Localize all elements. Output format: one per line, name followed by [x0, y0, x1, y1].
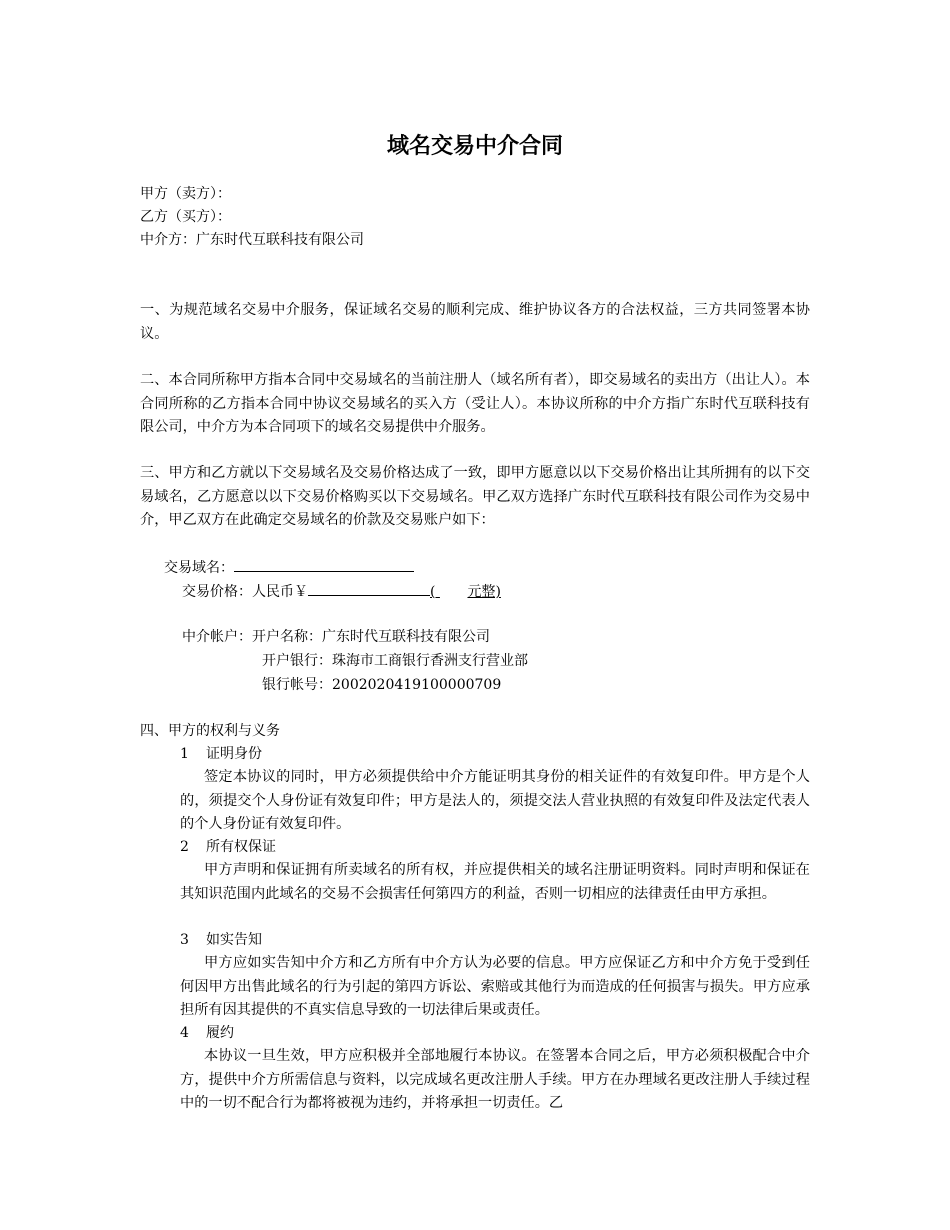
account-name: 开户名称：广东时代互联科技有限公司	[252, 629, 490, 645]
clause-3: 三、甲方和乙方就以下交易域名及交易价格达成了一致，即甲方愿意以以下交易价格出让其所拥有的以下交易域名，乙方愿意以以下交易价格购买以下交易域名。甲乙双方选择广东时代互联科技有限公司作为交易中介，甲乙双方在此确定交易域名的价款及交易账户如下：	[140, 465, 810, 528]
party-a-line: 甲方（卖方）：	[140, 186, 231, 202]
item-2-title-row	[180, 836, 860, 859]
price-suffix-gap	[435, 581, 467, 604]
item-3-text: 甲方应如实告知中介方和乙方所有中介方认为必要的信息。甲方应保证乙方和中介方免于受到任何因甲方出售此域名的行为引起的第四方诉讼、索赔或其他行为而造成的任何损害与损失。甲方应承担所有因其提供的不真实信息导致的一切法律后果或责任。	[180, 955, 810, 1018]
item-3-number: 3	[180, 932, 189, 948]
item-4-number: 4	[180, 1025, 189, 1041]
item-1-text: 签定本协议的同时，甲方必须提供给中介方能证明其身份的相关证件的有效复印件。甲方是个人的，须提交个人身份证有效复印件；甲方是法人的，须提交法人营业执照的有效复印件及法定代表人的个人身份证有效复印件。	[180, 769, 810, 832]
item-4-title: 履约	[206, 1025, 234, 1041]
item-4-text: 本协议一旦生效，甲方应积极并全部地履行本协议。在签署本合同之后，甲方必须积极配合中介方，提供中介方所需信息与资料，以完成域名更改注册人手续。甲方在办理域名更改注册人手续过程中的一切不配合行为都将被视为违约，并将承担一切责任。乙	[180, 1048, 810, 1111]
item-4-body	[180, 1045, 810, 1116]
domain-label: 交易域名：	[164, 560, 234, 576]
clause-2: 二、本合同所称甲方指本合同中交易域名的当前注册人（域名所有者），即交易域名的卖出方（出让人）。本合同所称的乙方指本合同中协议交易域名的买入方（受让人）。本协议所称的中介方指广东时代互联科技有限公司，中介方为本合同项下的域名交易提供中介服务。	[140, 372, 810, 435]
item-1-title-row	[180, 743, 860, 766]
price-row	[182, 580, 862, 604]
page-title: 域名交易中介合同	[386, 134, 563, 159]
item-3-title: 如实告知	[206, 932, 262, 948]
item-4-title-row	[180, 1022, 860, 1045]
item-1-body	[180, 766, 810, 837]
price-blank	[308, 580, 430, 596]
section4-heading: 四、甲方的权利与义务	[140, 723, 280, 739]
item-3-title-row	[180, 929, 860, 952]
price-label: 交易价格：人民币￥	[182, 584, 308, 600]
item-1-title: 证明身份	[206, 746, 262, 762]
bank-row: 开户银行：珠海市工商银行香洲支行营业部	[262, 653, 528, 669]
domain-row	[164, 556, 844, 580]
item-1-number: 1	[180, 746, 189, 762]
item-3-body	[180, 952, 810, 1023]
party-b-line: 乙方（买方）：	[140, 209, 231, 225]
account-no-row: 银行帐号：2002020419100000709	[262, 677, 502, 693]
agent-line: 中介方：广东时代互联科技有限公司	[140, 232, 364, 248]
item-2-number: 2	[180, 839, 189, 855]
domain-blank	[234, 556, 414, 572]
price-suffix-open: (	[430, 584, 436, 600]
item-2-body	[180, 859, 810, 906]
price-suffix-unit: 元整)	[467, 584, 501, 600]
account-label: 中介帐户：	[182, 629, 252, 645]
item-2-text: 甲方声明和保证拥有所卖域名的所有权，并应提供相关的域名注册证明资料。同时声明和保证在其知识范围内此域名的交易不会损害任何第四方的利益，否则一切相应的法律责任由甲方承担。	[180, 862, 810, 902]
item-2-title: 所有权保证	[206, 839, 276, 855]
clause-1: 一、为规范域名交易中介服务，保证域名交易的顺利完成、维护协议各方的合法权益，三方共同签署本协议。	[140, 302, 810, 342]
account-row	[182, 626, 862, 649]
